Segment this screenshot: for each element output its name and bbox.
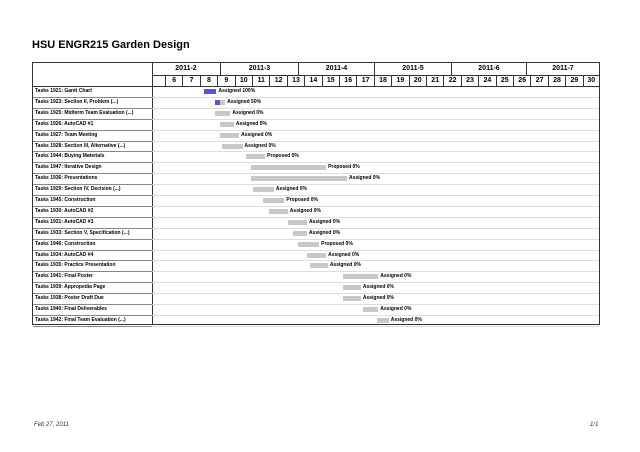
task-status: Assigned 0%	[244, 142, 276, 149]
task-status: Proposed 0%	[321, 240, 353, 247]
task-bar[interactable]	[253, 187, 274, 192]
task-status: Assigned 0%	[308, 229, 341, 236]
row-divider	[152, 151, 599, 152]
month-header: 2011-7	[527, 63, 600, 75]
task-bar[interactable]	[307, 253, 326, 258]
month-header: 2011-5	[375, 63, 452, 75]
task-name[interactable]: Tasks 1925: Midterm Team Evaluation (...)	[35, 109, 134, 116]
gantt-table	[32, 62, 600, 325]
task-name[interactable]: Tasks 1939: Appropedia Page	[35, 284, 106, 291]
week-header-spacer	[152, 75, 166, 86]
task-bar[interactable]	[251, 165, 326, 170]
week-header: 17	[357, 75, 374, 86]
task-status: Proposed 0%	[286, 197, 318, 203]
task-status: Assigned 0%	[328, 251, 360, 258]
week-header: 23	[462, 75, 479, 86]
footer-date: Feb 27, 2011	[34, 422, 69, 428]
task-name[interactable]: Tasks 1947: Iterative Design	[35, 164, 102, 171]
row-divider	[33, 326, 152, 327]
week-header: 29	[566, 75, 583, 86]
task-bar[interactable]	[363, 307, 379, 312]
week-header: 12	[270, 75, 287, 86]
task-name[interactable]: Tasks 1940: Final Deliverables	[35, 306, 107, 312]
task-status: Proposed 0%	[267, 153, 299, 160]
task-status: Assigned 0%	[362, 295, 394, 302]
week-header: 7	[183, 75, 200, 86]
row-divider	[152, 250, 599, 251]
row-divider	[152, 130, 599, 131]
row-divider	[152, 293, 599, 294]
task-status: Assigned 0%	[380, 306, 412, 312]
week-header: 19	[392, 75, 409, 86]
task-bar[interactable]	[269, 209, 288, 214]
task-bar[interactable]	[298, 242, 319, 247]
task-progress-fill	[204, 89, 216, 94]
row-divider	[152, 217, 599, 218]
task-name[interactable]: Tasks 1935: Practice Presentation	[35, 262, 116, 269]
week-header: 10	[236, 75, 253, 86]
task-name[interactable]: Tasks 1938: Poster Draft Due	[35, 295, 104, 302]
task-status: Assigned 0%	[362, 284, 394, 291]
task-status: Assigned 0%	[380, 273, 412, 280]
row-divider	[152, 108, 599, 109]
week-header: 27	[531, 75, 548, 86]
week-header: 24	[479, 75, 496, 86]
task-name[interactable]: Tasks 1931: AutoCAD #3	[35, 218, 94, 225]
task-bar[interactable]	[204, 89, 216, 94]
task-bar[interactable]	[377, 318, 389, 323]
task-bar[interactable]	[293, 231, 307, 236]
task-name[interactable]: Tasks 1941: Final Poster	[35, 273, 93, 280]
row-divider	[152, 173, 599, 174]
task-name[interactable]: Tasks 1929: Section IV, Decision (...)	[35, 186, 121, 193]
week-header: 14	[305, 75, 322, 86]
page-title: HSU ENGR215 Garden Design	[32, 39, 190, 51]
week-header: 9	[218, 75, 235, 86]
week-header: 16	[340, 75, 357, 86]
week-header: 28	[549, 75, 566, 86]
task-bar[interactable]	[251, 176, 347, 181]
row-divider	[152, 195, 599, 196]
task-bar[interactable]	[288, 220, 307, 225]
week-header: 13	[288, 75, 305, 86]
task-name[interactable]: Tasks 1934: AutoCAD #4	[35, 251, 94, 258]
row-divider	[152, 206, 599, 207]
task-name[interactable]: Tasks 1933: Section V, Specification (...)	[35, 229, 130, 236]
week-header: 8	[201, 75, 218, 86]
row-divider	[152, 326, 599, 327]
week-header: 21	[427, 75, 444, 86]
task-name[interactable]: Tasks 1927: Team Meeting	[35, 131, 98, 138]
task-name[interactable]: Tasks 1946: Construction	[35, 240, 96, 247]
task-status: Assigned 0%	[348, 175, 381, 182]
task-status: Assigned 0%	[289, 207, 321, 214]
row-divider	[152, 141, 599, 142]
task-bar[interactable]	[310, 263, 327, 268]
task-bar[interactable]	[215, 111, 231, 116]
task-status: Assigned 0%	[275, 186, 307, 193]
task-name[interactable]: Tasks 1944: Buying Materials	[35, 153, 105, 160]
week-header: 30	[584, 75, 600, 86]
footer-page-number: 1/1	[590, 422, 599, 428]
row-divider	[152, 184, 599, 185]
task-bar[interactable]	[220, 133, 239, 138]
month-header: 2011-2	[152, 63, 221, 75]
week-header: 6	[166, 75, 183, 86]
row-divider	[152, 271, 599, 272]
task-name[interactable]: Tasks 1923: Section II, Problem (...)	[35, 98, 119, 105]
task-status: Assigned 0%	[390, 316, 422, 323]
row-divider	[152, 119, 599, 120]
task-name[interactable]: Tasks 1928: Section III, Alternative (...)	[35, 142, 126, 149]
task-status: Proposed 0%	[328, 164, 360, 171]
task-status: Assigned 50%	[227, 98, 262, 105]
row-divider	[152, 315, 599, 316]
task-name[interactable]: Tasks 1936: Presentations	[35, 175, 98, 182]
task-status: Assigned 0%	[235, 120, 267, 127]
row-divider	[152, 228, 599, 229]
task-status: Assigned 100%	[218, 88, 256, 94]
week-header: 20	[410, 75, 427, 86]
task-name[interactable]: Tasks 1921: Gantt Chart	[35, 88, 92, 94]
task-status: Assigned 0%	[329, 262, 361, 269]
month-header: 2011-6	[452, 63, 527, 75]
month-header: 2011-3	[221, 63, 299, 75]
row-divider	[152, 260, 599, 261]
task-bar[interactable]	[343, 285, 360, 290]
week-header: 22	[444, 75, 461, 86]
week-header: 26	[514, 75, 531, 86]
label-column-divider	[152, 63, 153, 324]
task-bar[interactable]	[222, 144, 243, 149]
task-bar[interactable]	[246, 154, 265, 159]
task-name[interactable]: Tasks 1926: AutoCAD #1	[35, 120, 94, 127]
row-divider	[152, 304, 599, 305]
task-bar[interactable]	[263, 198, 284, 203]
task-status: Assigned 0%	[241, 131, 273, 138]
task-status: Assigned 0%	[308, 218, 341, 225]
task-bar[interactable]	[220, 122, 234, 127]
week-header: 15	[323, 75, 340, 86]
task-bar[interactable]	[215, 100, 225, 105]
header-bottom	[33, 86, 599, 87]
week-header: 18	[375, 75, 392, 86]
row-divider	[152, 162, 599, 163]
row-divider	[152, 97, 599, 98]
week-header: 11	[253, 75, 270, 86]
task-name[interactable]: Tasks 1945: Construction	[35, 197, 96, 203]
task-name[interactable]: Tasks 1930: AutoCAD #2	[35, 207, 94, 214]
row-divider	[152, 282, 599, 283]
row-divider	[152, 239, 599, 240]
task-status: Assigned 0%	[232, 109, 264, 116]
task-progress-fill	[215, 100, 220, 105]
week-header: 25	[497, 75, 514, 86]
task-bar[interactable]	[343, 296, 360, 301]
task-name[interactable]: Tasks 1942: Final Team Evaluation (...)	[35, 316, 126, 323]
month-header: 2011-4	[299, 63, 375, 75]
task-bar[interactable]	[343, 274, 378, 279]
